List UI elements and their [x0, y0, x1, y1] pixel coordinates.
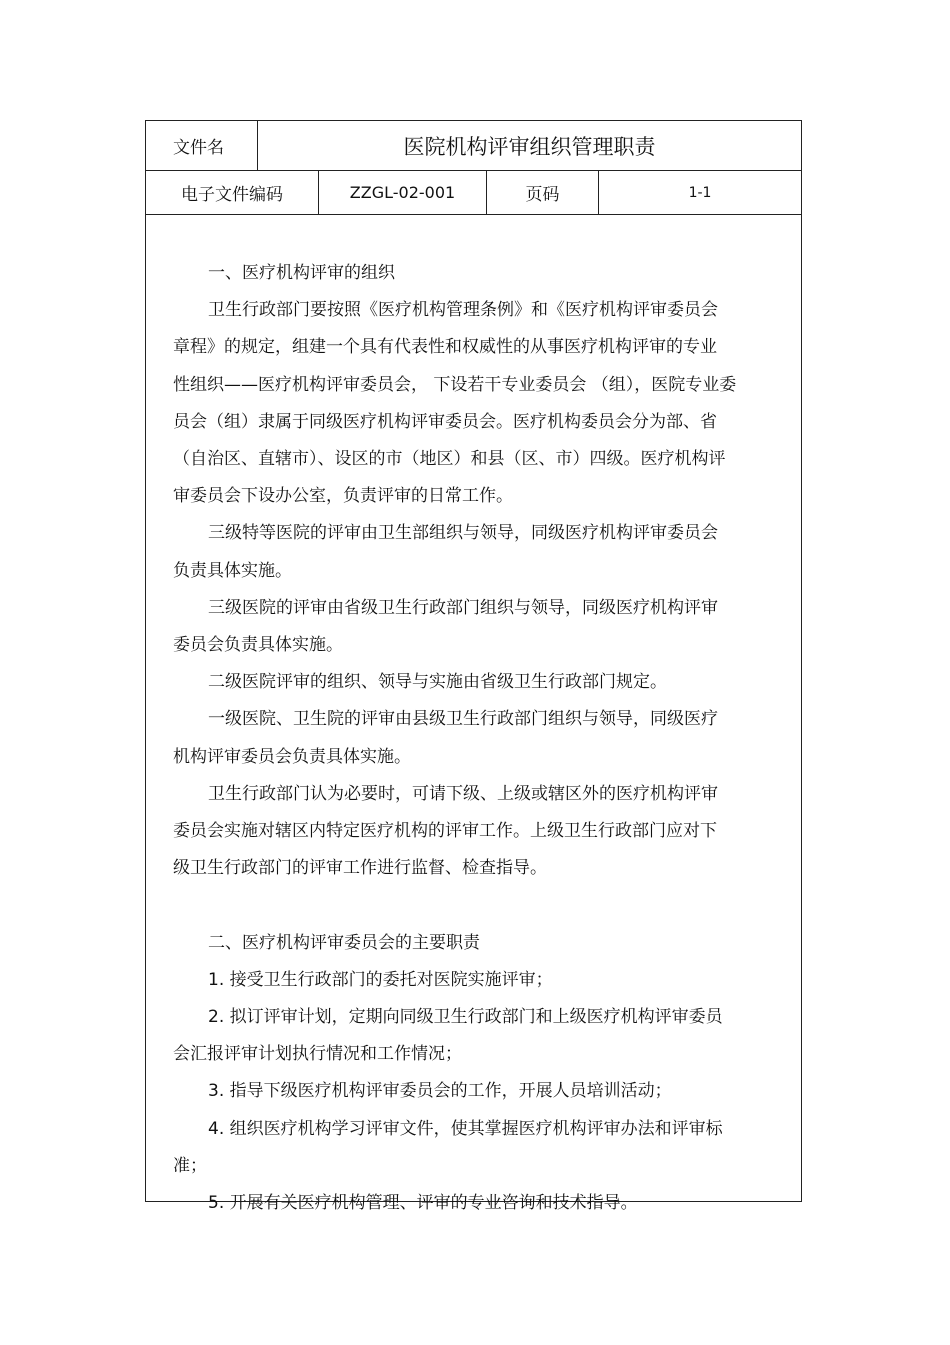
paragraph-line: 机构评审委员会负责具体实施。 [173, 746, 411, 767]
page-label: 页码 [525, 185, 560, 205]
list-item-continuation: 准； [173, 1155, 207, 1176]
paragraph-line: 审委员会下设办公室，负责评审的日常工作。 [173, 486, 513, 507]
list-item: 4. 组织医疗机构学习评审文件，使其掌握医疗机构评审办法和评审标 [208, 1118, 723, 1139]
paragraph-line: 员会（组）隶属于同级医疗机构评审委员会。医疗机构委员会分为部、省 [173, 411, 717, 432]
paragraph-line: 一级医院、卫生院的评审由县级卫生行政部门组织与领导，同级医疗 [208, 709, 718, 730]
paragraph-line: 章程》的规定，组建一个具有代表性和权威性的从事医疗机构评审的专业 [173, 337, 717, 358]
paragraph-line: 卫生行政部门要按照《医疗机构管理条例》和《医疗机构评审委员会 [208, 300, 718, 321]
code-label: 电子文件编码 [181, 185, 283, 205]
document-body [173, 255, 783, 1222]
paragraph-line: 级卫生行政部门的评审工作进行监督、检查指导。 [173, 858, 547, 879]
code-value: ZZGL-02-001 [349, 183, 456, 202]
code-row [146, 171, 801, 215]
paragraph-line: 卫生行政部门认为必要时，可请下级、上级或辖区外的医疗机构评审 [208, 783, 718, 804]
page-number: 1-1 [688, 184, 712, 201]
section-heading: 一、医疗机构评审的组织 [208, 263, 395, 283]
list-item: 5. 开展有关医疗机构管理、评审的专业咨询和技术指导。 [208, 1193, 638, 1214]
blank-line [173, 887, 783, 924]
document-table [145, 120, 802, 1214]
paragraph-line: 委员会实施对辖区内特定医疗机构的评审工作。上级卫生行政部门应对下 [173, 821, 717, 842]
paragraph-line: 二级医院评审的组织、领导与实施由省级卫生行政部门规定。 [208, 672, 667, 693]
paragraph-line: 三级医院的评审由省级卫生行政部门组织与领导，同级医疗机构评审 [208, 597, 718, 618]
section-heading: 二、医疗机构评审委员会的主要职责 [208, 932, 480, 953]
file-name-label: 文件名 [173, 138, 224, 158]
document-title: 医院机构评审组织管理职责 [403, 134, 656, 159]
title-row [146, 121, 801, 171]
paragraph-line: （自治区、直辖市）、设区的市（地区）和县（区、市）四级。医疗机构评 [173, 449, 726, 470]
paragraph-line: 负责具体实施。 [173, 560, 292, 581]
paragraph-line: 委员会负责具体实施。 [173, 635, 343, 656]
paragraph-line: 三级特等医院的评审由卫生部组织与领导，同级医疗机构评审委员会 [208, 523, 718, 544]
paragraph-line: 性组织——医疗机构评审委员会， 下设若干专业委员会 （组），医院专业委 [173, 374, 737, 395]
list-item: 1. 接受卫生行政部门的委托对医院实施评审； [208, 969, 553, 990]
list-item: 2. 拟订评审计划，定期向同级卫生行政部门和上级医疗机构评审委员 [208, 1007, 723, 1028]
list-item-continuation: 会汇报评审计划执行情况和工作情况； [173, 1044, 462, 1065]
list-item: 3. 指导下级医疗机构评审委员会的工作，开展人员培训活动； [208, 1081, 672, 1102]
